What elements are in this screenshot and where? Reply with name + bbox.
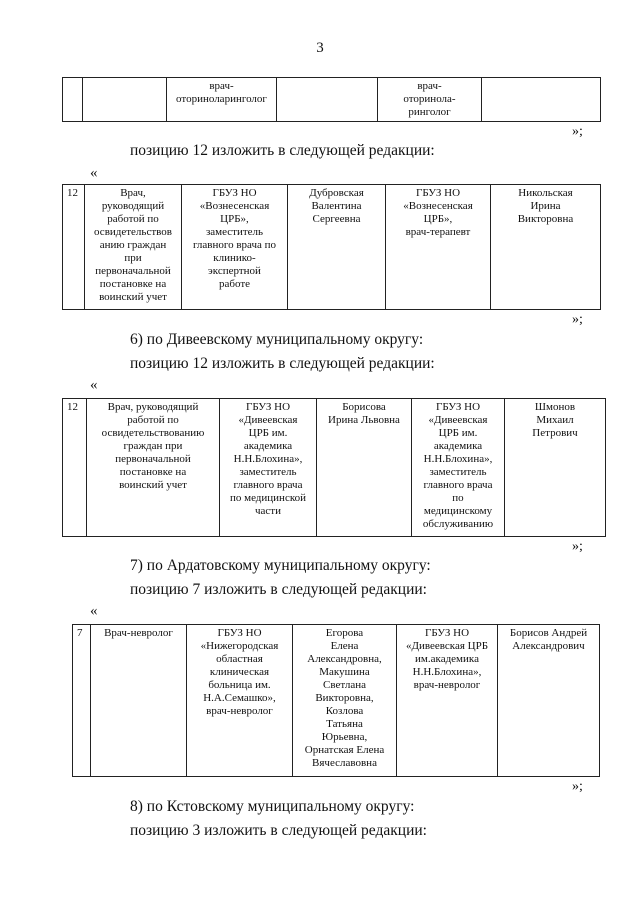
table-cell bbox=[482, 78, 601, 122]
cell-organization: ГБУЗ НО «Нижегородская областная клиническая больница им. Н.А.Семашко», врач-невролог bbox=[187, 625, 293, 777]
cell-organization-reserve: ГБУЗ НО «Дивеевская ЦРБ им. академика Н.Н.Блохина», заместитель главного врача по медицинскому обслуживанию bbox=[412, 399, 505, 537]
section-heading: 8) по Кстовскому муниципальному округу: bbox=[130, 798, 415, 815]
table-cell: врач- оториноларинголог bbox=[167, 78, 277, 122]
table-top bbox=[62, 77, 601, 122]
cell-organization-reserve: ГБУЗ НО «Вознесенская ЦРБ», врач-терапевт bbox=[386, 185, 491, 310]
instruction-text: позицию 3 изложить в следующей редакции: bbox=[130, 822, 427, 839]
instruction-text: позицию 7 изложить в следующей редакции: bbox=[130, 581, 427, 598]
cell-person-reserve: Никольская Ирина Викторовна bbox=[491, 185, 601, 310]
cell-person: Егорова Елена Александровна, Макушина Светлана Викторовна, Козлова Татьяна Юрьевна, Орнатская Елена Вячеславовна bbox=[293, 625, 397, 777]
cell-number: 12 bbox=[63, 185, 85, 310]
end-quote: »; bbox=[572, 779, 583, 794]
cell-position: Врач, руководящий работой по освидетельствов анию граждан при первоначальной постановке на воинский учет bbox=[85, 185, 182, 310]
end-quote: »; bbox=[572, 539, 583, 554]
cell-number: 12 bbox=[63, 399, 87, 537]
cell-position: Врач-невролог bbox=[91, 625, 187, 777]
open-quote: « bbox=[90, 377, 98, 393]
cell-organization: ГБУЗ НО «Дивеевская ЦРБ им. академика Н.Н.Блохина», заместитель главного врача по медицинской части bbox=[220, 399, 317, 537]
instruction-text: позицию 12 изложить в следующей редакции: bbox=[130, 355, 435, 372]
cell-person-reserve: Борисов Андрей Александрович bbox=[498, 625, 600, 777]
page-number: 3 bbox=[316, 40, 324, 56]
table-cell bbox=[63, 78, 83, 122]
cell-person-reserve: Шмонов Михаил Петрович bbox=[505, 399, 606, 537]
cell-person: Борисова Ирина Львовна bbox=[317, 399, 412, 537]
table-cell bbox=[277, 78, 378, 122]
instruction-text: позицию 12 изложить в следующей редакции: bbox=[130, 142, 435, 159]
section-heading: 6) по Дивеевскому муниципальному округу: bbox=[130, 331, 424, 348]
section-heading: 7) по Ардатовскому муниципальному округу: bbox=[130, 557, 431, 574]
cell-organization: ГБУЗ НО «Вознесенская ЦРБ», заместитель главного врача по клинико- экспертной работе bbox=[182, 185, 288, 310]
cell-person: Дубровская Валентина Сергеевна bbox=[288, 185, 386, 310]
end-quote: »; bbox=[572, 312, 583, 327]
table-cell bbox=[83, 78, 167, 122]
cell-position: Врач, руководящий работой по освидетельствованию граждан при первоначальной постановке на воинский учет bbox=[87, 399, 220, 537]
table-cell: врач- оторинола- ринголог bbox=[378, 78, 482, 122]
cell-organization-reserve: ГБУЗ НО «Дивеевская ЦРБ им.академика Н.Н.Блохина», врач-невролог bbox=[397, 625, 498, 777]
table-position-12b bbox=[62, 398, 606, 537]
open-quote: « bbox=[90, 603, 98, 619]
cell-number: 7 bbox=[73, 625, 91, 777]
end-quote: »; bbox=[572, 124, 583, 139]
open-quote: « bbox=[90, 165, 98, 181]
table-position-12a bbox=[62, 184, 601, 310]
table-position-7 bbox=[72, 624, 600, 777]
